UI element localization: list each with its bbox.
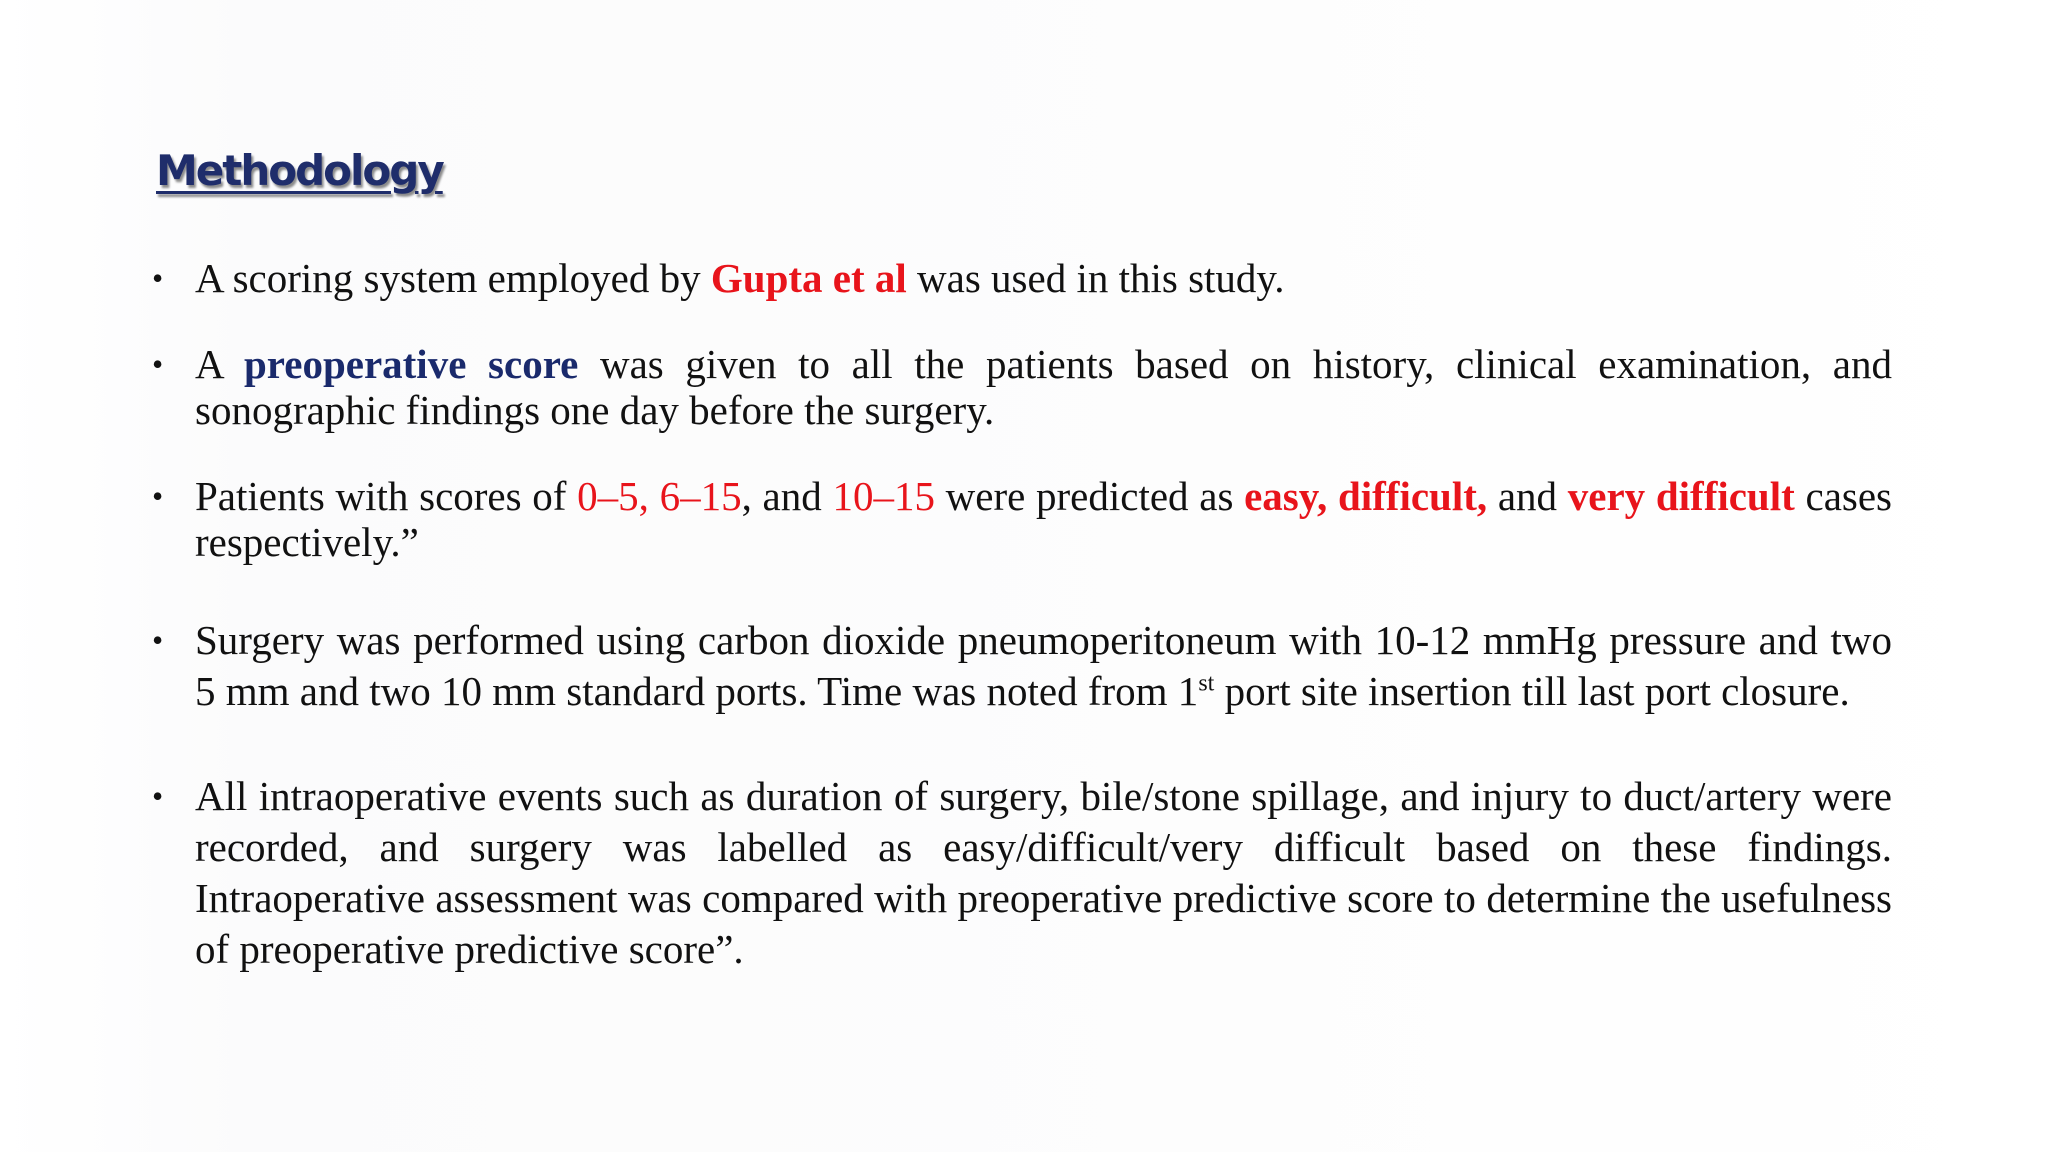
category-highlight: very difficult xyxy=(1567,473,1795,519)
bullet-item xyxy=(152,341,1892,433)
text-run: cases respectively.” xyxy=(195,473,1893,565)
bullet-dot: • xyxy=(152,260,164,296)
score-range-highlight: 0–5, 6–15 xyxy=(577,473,742,519)
text-run: , and xyxy=(741,473,833,519)
bullet-dot: • xyxy=(152,778,164,814)
text-run: was given to all the patients based on history, clinical examination, and sonographic findings one day before the surgery. xyxy=(195,341,1892,433)
score-range-highlight: 10–15 xyxy=(832,473,935,519)
bullet-dot: • xyxy=(152,346,164,382)
bullet-dot: • xyxy=(152,478,164,514)
text-run: A xyxy=(195,341,244,387)
bullet-item xyxy=(152,771,1892,975)
text-run: was used in this study. xyxy=(906,255,1285,301)
bullet-item xyxy=(152,615,1892,717)
bullet-list xyxy=(152,255,1892,975)
text-run: and xyxy=(1487,473,1568,519)
text-run: Patients with scores of xyxy=(195,473,578,519)
text-run: A scoring system employed by xyxy=(195,255,711,301)
text-run: Surgery was performed using carbon dioxide pneumoperitoneum with 10-12 mmHg pressure and two 5 mm and two 10 mm standard ports. Time was noted from 1 xyxy=(195,617,1892,714)
bullet-item xyxy=(152,255,1892,301)
slide-title: Methodology xyxy=(156,146,443,195)
bullet-item xyxy=(152,473,1892,565)
bullet-dot: • xyxy=(152,622,164,658)
category-highlight: easy, difficult, xyxy=(1244,473,1488,519)
term-highlight: preoperative score xyxy=(244,341,579,387)
text-run: port site insertion till last port closure. xyxy=(1214,668,1850,714)
text-run: were predicted as xyxy=(934,473,1245,519)
author-highlight: Gupta et al xyxy=(710,255,907,301)
text-run: All intraoperative events such as duration of surgery, bile/stone spillage, and injury to duct/artery were recorded, and surgery was labelled as easy/difficult/very difficult based on these findings. Intraoperative assessment was compared with preoperative predictive score to determine the usefulness of preoperative predictive score”. xyxy=(195,773,1892,972)
superscript: st xyxy=(1198,670,1215,697)
